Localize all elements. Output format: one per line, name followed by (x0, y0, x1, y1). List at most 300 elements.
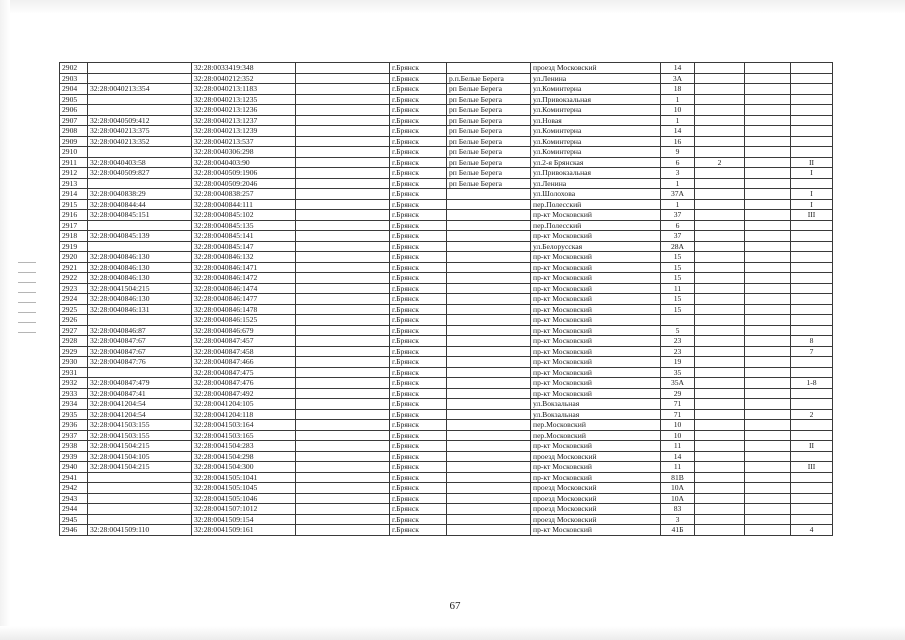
extra-cell (745, 399, 791, 410)
house-cell: 16 (661, 136, 695, 147)
street-cell: проезд Московский (531, 63, 661, 74)
object-cadastral-cell: 32:28:0040846:1471 (192, 262, 296, 273)
city-cell: г.Брянск (390, 483, 447, 494)
extra-cell (745, 63, 791, 74)
unit-cell (791, 147, 833, 158)
settlement-cell: рп Белые Берега (447, 94, 531, 105)
street-cell: ул.Коминтерна (531, 84, 661, 95)
object-cadastral-cell: 32:28:0040847:458 (192, 346, 296, 357)
unit-cell: 7 (791, 346, 833, 357)
object-cadastral-cell: 32:28:0041505:1046 (192, 493, 296, 504)
parcel-cadastral-cell (88, 63, 192, 74)
house-cell: 9 (661, 147, 695, 158)
parcel-cadastral-cell: 32:28:0041504:215 (88, 441, 192, 452)
settlement-cell (447, 220, 531, 231)
blank-cell (296, 94, 390, 105)
parcel-cadastral-cell: 32:28:0041504:215 (88, 462, 192, 473)
blank-cell (296, 157, 390, 168)
city-cell: г.Брянск (390, 199, 447, 210)
street-cell: пр-кт Московский (531, 315, 661, 326)
blank-cell (296, 220, 390, 231)
object-cadastral-cell: 32:28:0041509:154 (192, 514, 296, 525)
extra-cell (745, 430, 791, 441)
unit-cell (791, 399, 833, 410)
house-cell: 14 (661, 63, 695, 74)
blank-cell (296, 147, 390, 158)
object-cadastral-cell: 32:28:0040845:147 (192, 241, 296, 252)
row-number-cell: 2919 (60, 241, 88, 252)
parcel-cadastral-cell: 32:28:0040213:354 (88, 84, 192, 95)
settlement-cell (447, 346, 531, 357)
row-number-cell: 2924 (60, 294, 88, 305)
extra-cell (745, 367, 791, 378)
city-cell: г.Брянск (390, 504, 447, 515)
blank-cell (296, 126, 390, 137)
city-cell: г.Брянск (390, 462, 447, 473)
city-cell: г.Брянск (390, 220, 447, 231)
row-number-cell: 2925 (60, 304, 88, 315)
settlement-cell (447, 409, 531, 420)
building-cell (695, 451, 745, 462)
table-row (60, 231, 833, 242)
object-cadastral-cell: 32:28:0041504:298 (192, 451, 296, 462)
parcel-cadastral-cell: 32:28:0040846:87 (88, 325, 192, 336)
street-cell: пр-кт Московский (531, 294, 661, 305)
row-number-cell: 2920 (60, 252, 88, 263)
row-number-cell: 2913 (60, 178, 88, 189)
house-cell: 15 (661, 294, 695, 305)
parcel-cadastral-cell (88, 73, 192, 84)
row-number-cell: 2927 (60, 325, 88, 336)
blank-cell (296, 357, 390, 368)
settlement-cell (447, 315, 531, 326)
table-row (60, 451, 833, 462)
blank-cell (296, 178, 390, 189)
object-cadastral-cell: 32:28:0041504:283 (192, 441, 296, 452)
row-number-cell: 2908 (60, 126, 88, 137)
settlement-cell (447, 189, 531, 200)
settlement-cell (447, 525, 531, 536)
house-cell: 83 (661, 504, 695, 515)
city-cell: г.Брянск (390, 388, 447, 399)
unit-cell (791, 304, 833, 315)
table-row (60, 399, 833, 410)
house-cell: 3 (661, 168, 695, 179)
unit-cell: III (791, 210, 833, 221)
blank-cell (296, 409, 390, 420)
street-cell: проезд Московский (531, 493, 661, 504)
extra-cell (745, 388, 791, 399)
settlement-cell (447, 325, 531, 336)
street-cell: пр-кт Московский (531, 231, 661, 242)
row-number-cell: 2946 (60, 525, 88, 536)
table-row (60, 325, 833, 336)
row-number-cell: 2935 (60, 409, 88, 420)
parcel-cadastral-cell (88, 472, 192, 483)
building-cell (695, 63, 745, 74)
page-number: 67 (449, 600, 461, 612)
object-cadastral-cell: 32:28:0040213:1183 (192, 84, 296, 95)
table-row (60, 178, 833, 189)
unit-cell (791, 357, 833, 368)
house-cell: 15 (661, 304, 695, 315)
object-cadastral-cell: 32:28:0041505:1045 (192, 483, 296, 494)
blank-cell (296, 525, 390, 536)
table-row (60, 94, 833, 105)
house-cell: 1 (661, 178, 695, 189)
row-number-cell: 2937 (60, 430, 88, 441)
object-cadastral-cell: 32:28:0040509:1906 (192, 168, 296, 179)
house-cell: 14 (661, 126, 695, 137)
unit-cell: II (791, 441, 833, 452)
extra-cell (745, 262, 791, 273)
object-cadastral-cell: 32:28:0040213:1239 (192, 126, 296, 137)
street-cell: пер.Московский (531, 420, 661, 431)
extra-cell (745, 294, 791, 305)
table-row (60, 514, 833, 525)
table-row (60, 378, 833, 389)
unit-cell (791, 294, 833, 305)
street-cell: проезд Московский (531, 483, 661, 494)
building-cell (695, 189, 745, 200)
blank-cell (296, 199, 390, 210)
object-cadastral-cell: 32:28:0040847:457 (192, 336, 296, 347)
row-number-cell: 2911 (60, 157, 88, 168)
extra-cell (745, 220, 791, 231)
object-cadastral-cell: 32:28:0040838:257 (192, 189, 296, 200)
object-cadastral-cell: 32:28:0041204:118 (192, 409, 296, 420)
unit-cell (791, 504, 833, 515)
city-cell: г.Брянск (390, 514, 447, 525)
building-cell (695, 94, 745, 105)
extra-cell (745, 378, 791, 389)
extra-cell (745, 94, 791, 105)
building-cell (695, 462, 745, 473)
parcel-cadastral-cell: 32:28:0040847:67 (88, 336, 192, 347)
house-cell: 81В (661, 472, 695, 483)
house-cell: 10А (661, 483, 695, 494)
table-row (60, 115, 833, 126)
parcel-cadastral-cell: 32:28:0040403:58 (88, 157, 192, 168)
table-row (60, 504, 833, 515)
settlement-cell (447, 441, 531, 452)
settlement-cell: рп Белые Берега (447, 147, 531, 158)
table-row (60, 73, 833, 84)
parcel-cadastral-cell: 32:28:0041504:215 (88, 283, 192, 294)
object-cadastral-cell: 32:28:0040847:466 (192, 357, 296, 368)
blank-cell (296, 451, 390, 462)
parcel-cadastral-cell: 32:28:0040846:130 (88, 273, 192, 284)
building-cell (695, 147, 745, 158)
extra-cell (745, 231, 791, 242)
settlement-cell (447, 273, 531, 284)
object-cadastral-cell: 32:28:0040213:537 (192, 136, 296, 147)
city-cell: г.Брянск (390, 157, 447, 168)
parcel-cadastral-cell: 32:28:0040509:412 (88, 115, 192, 126)
settlement-cell (447, 388, 531, 399)
parcel-cadastral-cell: 32:28:0040847:479 (88, 378, 192, 389)
extra-cell (745, 210, 791, 221)
house-cell: 6 (661, 157, 695, 168)
settlement-cell (447, 451, 531, 462)
unit-cell (791, 178, 833, 189)
table-row (60, 189, 833, 200)
house-cell: 29 (661, 388, 695, 399)
extra-cell (745, 199, 791, 210)
row-number-cell: 2931 (60, 367, 88, 378)
blank-cell (296, 73, 390, 84)
parcel-cadastral-cell: 32:28:0040509:827 (88, 168, 192, 179)
settlement-cell (447, 262, 531, 273)
parcel-cadastral-cell (88, 483, 192, 494)
parcel-cadastral-cell: 32:28:0040213:352 (88, 136, 192, 147)
house-cell: 3 (661, 514, 695, 525)
settlement-cell (447, 430, 531, 441)
table-row (60, 409, 833, 420)
table-row (60, 273, 833, 284)
table-row (60, 241, 833, 252)
street-cell: пр-кт Московский (531, 262, 661, 273)
settlement-cell (447, 199, 531, 210)
street-cell: ул.Привокзальная (531, 94, 661, 105)
unit-cell: III (791, 462, 833, 473)
table-row (60, 357, 833, 368)
street-cell: ул.Шолохова (531, 189, 661, 200)
unit-cell (791, 420, 833, 431)
unit-cell (791, 315, 833, 326)
building-cell (695, 136, 745, 147)
settlement-cell (447, 231, 531, 242)
object-cadastral-cell: 32:28:0040844:111 (192, 199, 296, 210)
street-cell: пр-кт Московский (531, 378, 661, 389)
building-cell (695, 420, 745, 431)
blank-cell (296, 346, 390, 357)
blank-cell (296, 325, 390, 336)
object-cadastral-cell: 32:28:0040213:1235 (192, 94, 296, 105)
city-cell: г.Брянск (390, 168, 447, 179)
blank-cell (296, 315, 390, 326)
blank-cell (296, 63, 390, 74)
city-cell: г.Брянск (390, 346, 447, 357)
house-cell: 18 (661, 84, 695, 95)
object-cadastral-cell: 32:28:0040846:679 (192, 325, 296, 336)
margin-marks (18, 262, 36, 382)
building-cell (695, 210, 745, 221)
building-cell (695, 525, 745, 536)
blank-cell (296, 231, 390, 242)
blank-cell (296, 430, 390, 441)
city-cell: г.Брянск (390, 126, 447, 137)
unit-cell (791, 493, 833, 504)
unit-cell (791, 105, 833, 116)
parcel-cadastral-cell (88, 367, 192, 378)
object-cadastral-cell: 32:28:0040846:132 (192, 252, 296, 263)
blank-cell (296, 283, 390, 294)
table-row (60, 388, 833, 399)
blank-cell (296, 241, 390, 252)
parcel-cadastral-cell: 32:28:0040844:44 (88, 199, 192, 210)
street-cell: пер.Полесский (531, 199, 661, 210)
extra-cell (745, 147, 791, 158)
house-cell: 35А (661, 378, 695, 389)
house-cell: 23 (661, 336, 695, 347)
city-cell: г.Брянск (390, 210, 447, 221)
house-cell: 35 (661, 367, 695, 378)
settlement-cell (447, 283, 531, 294)
city-cell: г.Брянск (390, 493, 447, 504)
settlement-cell: рп Белые Берега (447, 178, 531, 189)
parcel-cadastral-cell: 32:28:0040847:41 (88, 388, 192, 399)
city-cell: г.Брянск (390, 451, 447, 462)
building-cell (695, 84, 745, 95)
extra-cell (745, 336, 791, 347)
settlement-cell: рп Белые Берега (447, 168, 531, 179)
settlement-cell: рп Белые Берега (447, 115, 531, 126)
city-cell: г.Брянск (390, 399, 447, 410)
extra-cell (745, 493, 791, 504)
unit-cell (791, 430, 833, 441)
row-number-cell: 2929 (60, 346, 88, 357)
table-row (60, 105, 833, 116)
extra-cell (745, 346, 791, 357)
city-cell: г.Брянск (390, 357, 447, 368)
unit-cell (791, 451, 833, 462)
settlement-cell: рп Белые Берега (447, 105, 531, 116)
house-cell: 10 (661, 105, 695, 116)
blank-cell (296, 168, 390, 179)
blank-cell (296, 378, 390, 389)
unit-cell (791, 115, 833, 126)
extra-cell (745, 409, 791, 420)
building-cell (695, 357, 745, 368)
city-cell: г.Брянск (390, 283, 447, 294)
blank-cell (296, 420, 390, 431)
city-cell: г.Брянск (390, 430, 447, 441)
street-cell: пр-кт Московский (531, 472, 661, 483)
house-cell: 1 (661, 199, 695, 210)
street-cell: ул.2-я Брянская (531, 157, 661, 168)
street-cell: пр-кт Московский (531, 273, 661, 284)
street-cell: ул.Коминтерна (531, 136, 661, 147)
table-row (60, 315, 833, 326)
table-row (60, 420, 833, 431)
settlement-cell (447, 493, 531, 504)
street-cell: пр-кт Московский (531, 388, 661, 399)
extra-cell (745, 283, 791, 294)
scan-edge-left (0, 0, 10, 640)
unit-cell: 4 (791, 525, 833, 536)
settlement-cell (447, 367, 531, 378)
row-number-cell: 2902 (60, 63, 88, 74)
unit-cell (791, 63, 833, 74)
settlement-cell (447, 63, 531, 74)
city-cell: г.Брянск (390, 84, 447, 95)
object-cadastral-cell: 32:28:0040847:492 (192, 388, 296, 399)
parcel-cadastral-cell: 32:28:0040845:151 (88, 210, 192, 221)
street-cell: пр-кт Московский (531, 325, 661, 336)
blank-cell (296, 294, 390, 305)
street-cell: ул.Ленина (531, 73, 661, 84)
city-cell: г.Брянск (390, 367, 447, 378)
street-cell: проезд Московский (531, 504, 661, 515)
unit-cell (791, 94, 833, 105)
unit-cell: I (791, 189, 833, 200)
row-number-cell: 2905 (60, 94, 88, 105)
extra-cell (745, 462, 791, 473)
building-cell (695, 504, 745, 515)
city-cell: г.Брянск (390, 231, 447, 242)
object-cadastral-cell: 32:28:0041505:1041 (192, 472, 296, 483)
blank-cell (296, 504, 390, 515)
street-cell: ул.Вокзальная (531, 409, 661, 420)
row-number-cell: 2934 (60, 399, 88, 410)
object-cadastral-cell: 32:28:0040212:352 (192, 73, 296, 84)
house-cell: 11 (661, 283, 695, 294)
house-cell: 28А (661, 241, 695, 252)
table-row (60, 84, 833, 95)
city-cell: г.Брянск (390, 472, 447, 483)
city-cell: г.Брянск (390, 63, 447, 74)
scan-edge-top (0, 0, 905, 14)
settlement-cell (447, 210, 531, 221)
house-cell: 37А (661, 189, 695, 200)
extra-cell (745, 136, 791, 147)
extra-cell (745, 514, 791, 525)
street-cell: ул.Новая (531, 115, 661, 126)
house-cell: 10А (661, 493, 695, 504)
extra-cell (745, 252, 791, 263)
blank-cell (296, 336, 390, 347)
settlement-cell: рп Белые Берега (447, 84, 531, 95)
table-row (60, 441, 833, 452)
unit-cell (791, 325, 833, 336)
blank-cell (296, 273, 390, 284)
building-cell (695, 105, 745, 116)
blank-cell (296, 483, 390, 494)
blank-cell (296, 252, 390, 263)
row-number-cell: 2945 (60, 514, 88, 525)
object-cadastral-cell: 32:28:0040847:475 (192, 367, 296, 378)
table-row (60, 136, 833, 147)
unit-cell (791, 252, 833, 263)
building-cell (695, 273, 745, 284)
house-cell: 14 (661, 451, 695, 462)
house-cell: 10 (661, 420, 695, 431)
street-cell: проезд Московский (531, 514, 661, 525)
blank-cell (296, 462, 390, 473)
row-number-cell: 2910 (60, 147, 88, 158)
city-cell: г.Брянск (390, 441, 447, 452)
row-number-cell: 2922 (60, 273, 88, 284)
building-cell (695, 73, 745, 84)
table-row (60, 525, 833, 536)
street-cell: пер.Полесский (531, 220, 661, 231)
building-cell (695, 472, 745, 483)
house-cell: 11 (661, 462, 695, 473)
settlement-cell: рп Белые Берега (447, 157, 531, 168)
street-cell: пр-кт Московский (531, 367, 661, 378)
row-number-cell: 2930 (60, 357, 88, 368)
table-row (60, 483, 833, 494)
unit-cell: 2 (791, 409, 833, 420)
unit-cell: I (791, 168, 833, 179)
table-row (60, 63, 833, 74)
extra-cell (745, 168, 791, 179)
parcel-cadastral-cell (88, 241, 192, 252)
parcel-cadastral-cell: 32:28:0040846:131 (88, 304, 192, 315)
building-cell (695, 304, 745, 315)
parcel-cadastral-cell: 32:28:0041509:110 (88, 525, 192, 536)
